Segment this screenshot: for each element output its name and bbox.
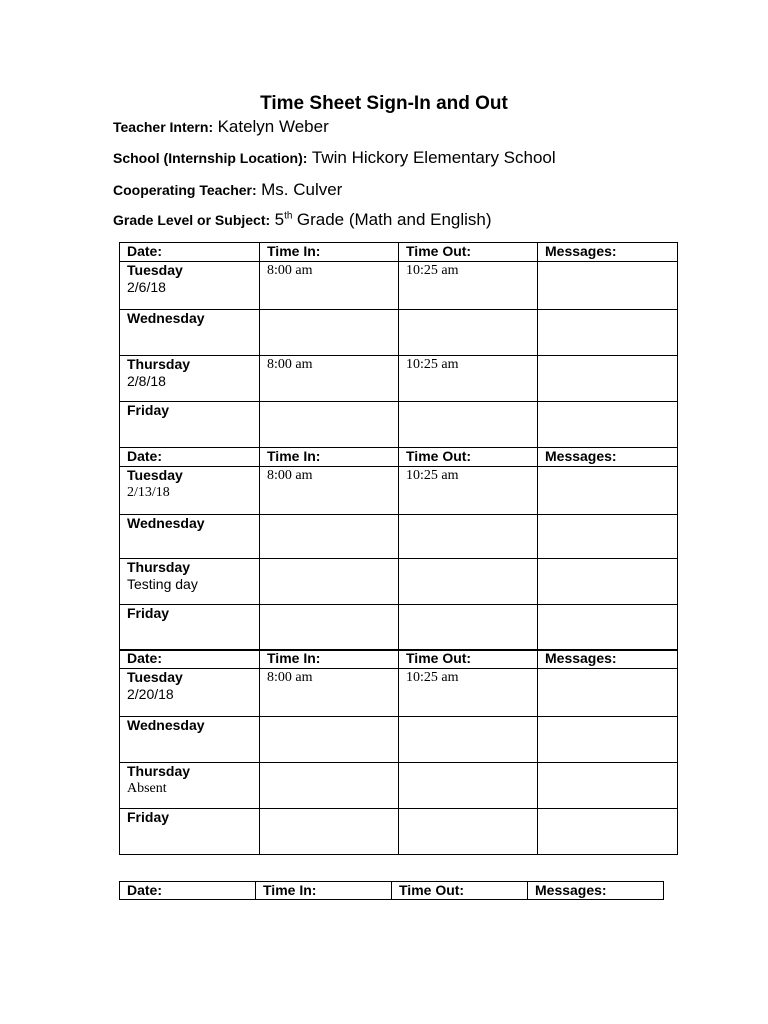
time-in-cell [260,515,399,559]
teacher-intern-value: Katelyn Weber [217,117,329,136]
day-note: 2/8/18 [127,373,166,389]
day-name: Friday [127,605,170,621]
date-header: Date: [120,243,260,262]
date-cell [120,717,260,763]
time-out-cell: 10:25 am [399,262,538,310]
time-out-cell: 10:25 am [399,467,538,515]
teacher-intern-label: Teacher Intern [113,119,209,135]
messages-cell [538,467,678,515]
school-line [113,148,556,168]
time-out-cell [399,559,538,605]
cooperating-teacher-value: Ms. Culver [261,180,343,199]
table-row [120,515,678,559]
date-cell [120,605,260,651]
time-out-cell [399,763,538,809]
header-row [120,243,678,262]
time-in-cell [260,763,399,809]
time-in-cell: 8:00 am [260,262,399,310]
messages-cell [538,763,678,809]
day-note: 2/6/18 [127,279,166,295]
day-name: Wednesday [127,717,205,733]
table-row [120,467,678,515]
time-out-cell [399,402,538,448]
date-header: Date: [120,448,260,467]
day-name: Wednesday [127,310,205,326]
date-cell [120,356,260,402]
messages-header: Messages: [538,448,678,467]
teacher-intern-colon: : [208,119,214,135]
day-name: Thursday [127,559,191,575]
day-note: Absent [127,781,167,796]
table-row [120,669,678,717]
time-in-cell [260,559,399,605]
messages-cell [538,605,678,651]
time-in-cell [260,402,399,448]
time-in-cell: 8:00 am [260,467,399,515]
day-name: Tuesday [127,669,183,685]
day-note: 2/13/18 [127,485,170,500]
school-value: Twin Hickory Elementary School [311,148,556,167]
date-header: Date: [120,650,260,669]
messages-header: Messages: [528,882,664,900]
time-in-header: Time In: [260,448,399,467]
messages-cell [538,717,678,763]
grade-level-line [113,210,492,230]
day-name: Thursday [127,356,191,372]
time-out-header: Time Out: [399,243,538,262]
time-in-cell [260,310,399,356]
cooperating-teacher-label: Cooperating Teacher: [113,182,257,198]
date-cell [120,310,260,356]
table-row [120,262,678,310]
table-row [120,402,678,448]
day-note: 2/20/18 [127,686,174,702]
time-in-cell: 8:00 am [260,669,399,717]
time-in-cell [260,605,399,651]
table-row [120,763,678,809]
day-name: Tuesday [127,262,183,278]
messages-cell [538,402,678,448]
time-out-cell: 10:25 am [399,356,538,402]
day-name: Friday [127,402,170,418]
timesheet-week-2 [119,447,678,651]
header-row [120,882,664,900]
date-cell [120,669,260,717]
time-in-header: Time In: [260,650,399,669]
table-row [120,809,678,855]
date-cell [120,515,260,559]
header-row [120,650,678,669]
messages-header: Messages: [538,650,678,669]
messages-header: Messages: [538,243,678,262]
messages-cell [538,559,678,605]
time-out-cell [399,310,538,356]
school-label: School (Internship Location): [113,150,308,166]
time-out-header: Time Out: [392,882,528,900]
date-cell [120,467,260,515]
table-row [120,717,678,763]
date-cell [120,763,260,809]
date-header: Date: [120,882,256,900]
time-out-cell [399,515,538,559]
date-cell [120,402,260,448]
table-row [120,559,678,605]
messages-cell [538,669,678,717]
cooperating-teacher-line [113,180,342,200]
messages-cell [538,809,678,855]
time-out-header: Time Out: [399,448,538,467]
timesheet-week-4-header [119,881,664,900]
day-name: Tuesday [127,467,183,483]
table-row [120,310,678,356]
time-out-cell: 10:25 am [399,669,538,717]
day-name: Thursday [127,763,191,779]
timesheet-week-1 [119,242,678,448]
time-out-cell [399,605,538,651]
day-name: Friday [127,809,170,825]
grade-level-label: Grade Level or Subject: [113,212,271,228]
timesheet-week-3 [119,649,678,855]
time-in-cell: 8:00 am [260,356,399,402]
time-out-header: Time Out: [399,650,538,669]
time-out-cell [399,809,538,855]
date-cell [120,262,260,310]
grade-level-suffix: th [284,210,293,222]
time-in-cell [260,809,399,855]
time-out-cell [399,717,538,763]
header-row [120,448,678,467]
grade-level-subject: Grade (Math and English) [296,210,492,229]
teacher-intern-line [113,117,329,137]
grade-level-number: 5 [274,210,285,229]
time-in-header: Time In: [256,882,392,900]
messages-cell [538,356,678,402]
table-row [120,356,678,402]
time-in-cell [260,717,399,763]
time-in-header: Time In: [260,243,399,262]
table-row [120,605,678,651]
messages-cell [538,262,678,310]
page-title: Time Sheet Sign-In and Out [260,93,508,114]
day-note: Testing day [127,576,198,592]
messages-cell [538,515,678,559]
date-cell [120,809,260,855]
day-name: Wednesday [127,515,205,531]
messages-cell [538,310,678,356]
date-cell [120,559,260,605]
